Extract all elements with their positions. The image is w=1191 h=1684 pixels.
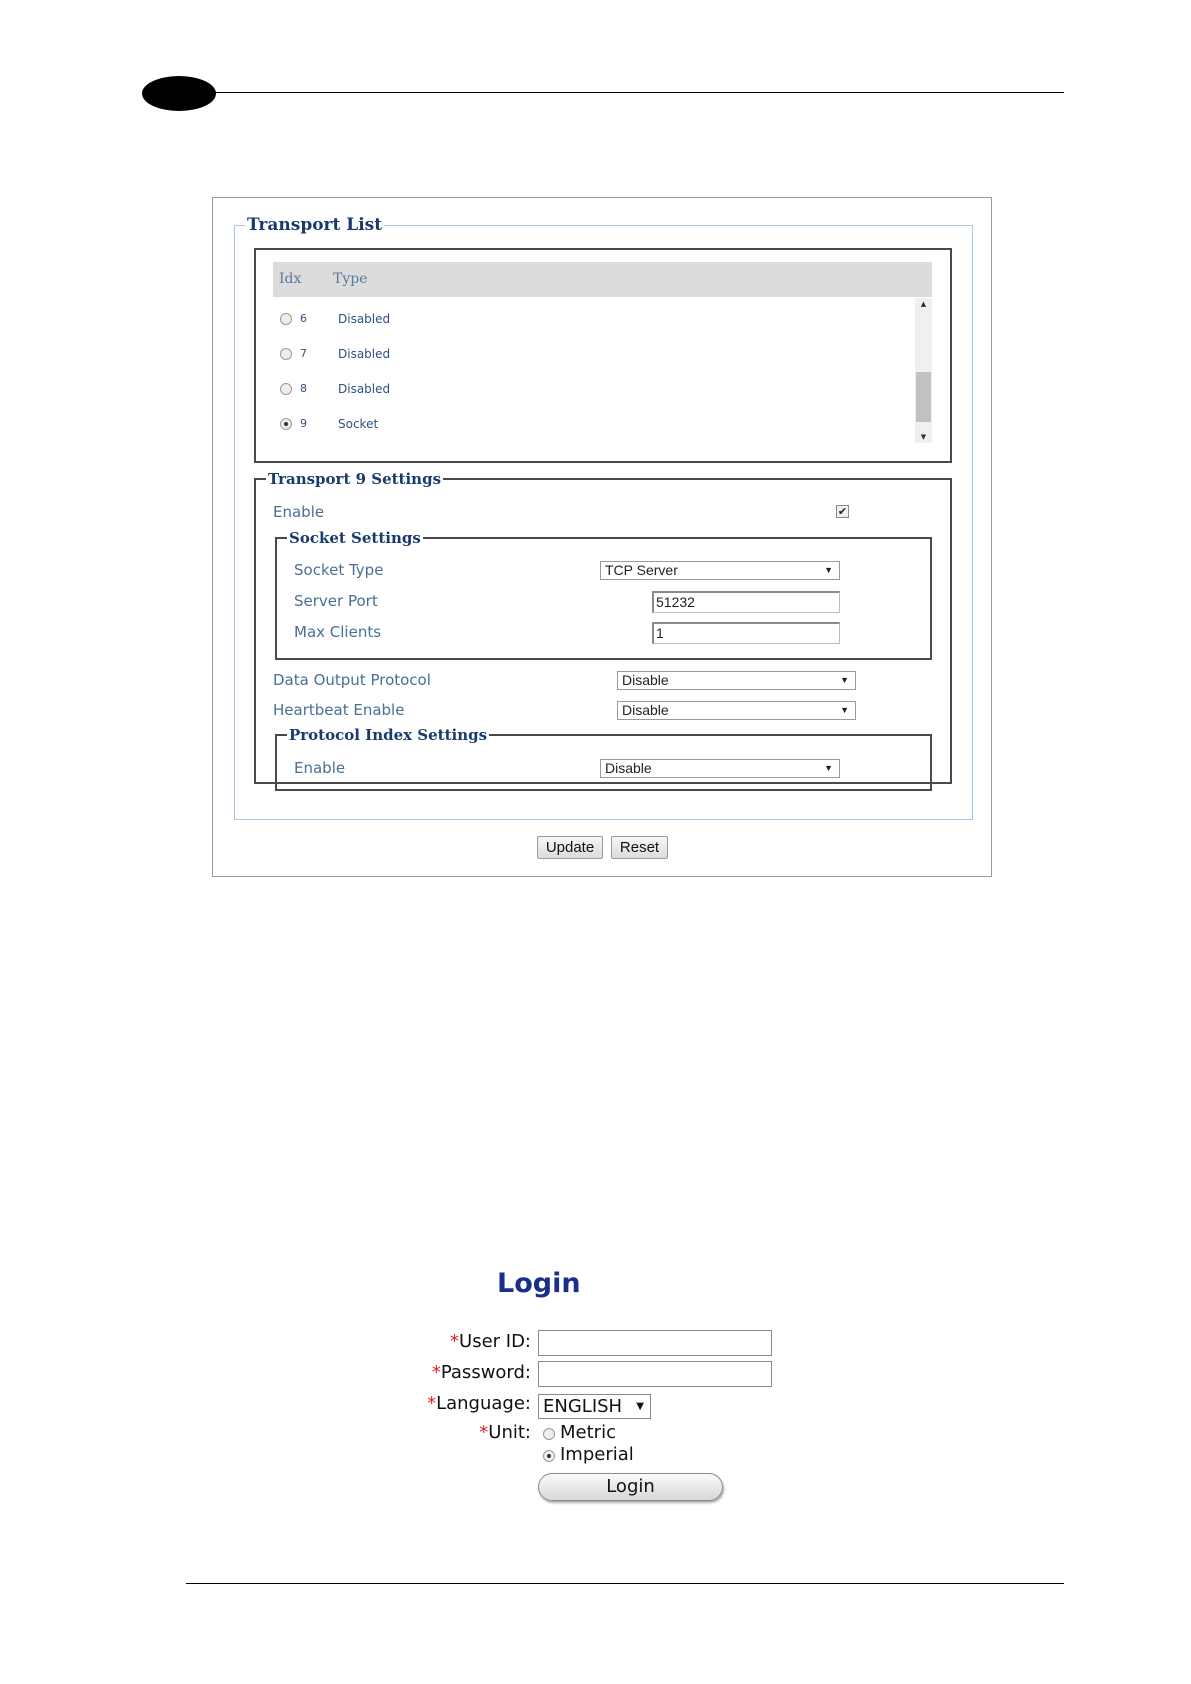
scroll-up-icon[interactable]: ▲ [920,300,927,308]
reset-button[interactable]: Reset [611,836,668,859]
socket-type-select[interactable]: TCP Server ▼ [600,561,840,580]
server-port-input[interactable]: 51232 [652,591,840,613]
socket-type-label: Socket Type [294,561,384,579]
transport-settings-panel [212,197,992,877]
transport-list-legend: Transport List [247,215,383,235]
protocol-index-enable-select[interactable]: Disable ▼ [600,759,840,778]
unit-imperial-label: Imperial [560,1444,634,1465]
page-header-rule [212,92,1064,93]
max-clients-input[interactable]: 1 [652,622,840,644]
chevron-down-icon: ▼ [840,705,849,715]
transport-radio-6[interactable] [280,313,292,325]
transport-list-box: Idx Type 6 Disabled 7 Disabled 8 Disabled 9 Socket ▲ ▼ [254,248,952,463]
protocol-index-legend: Protocol Index Settings [289,726,488,744]
max-clients-label: Max Clients [294,623,382,641]
data-output-protocol-label: Data Output Protocol [273,671,431,689]
user-id-label: *User ID: [450,1331,531,1352]
unit-metric-label: Metric [560,1422,616,1443]
user-id-input[interactable] [538,1330,772,1356]
scroll-down-icon[interactable]: ▼ [920,433,927,441]
password-input[interactable] [538,1361,772,1387]
page-header-tab [142,76,216,111]
login-button[interactable]: Login [538,1473,723,1501]
server-port-label: Server Port [294,592,378,610]
language-label: *Language: [427,1393,531,1414]
enable-checkbox[interactable]: ✔ [837,505,848,518]
transport-radio-9[interactable] [280,418,292,430]
protocol-index-enable-label: Enable [294,759,346,777]
socket-settings-legend: Socket Settings [289,529,421,547]
chevron-down-icon: ▼ [840,675,849,685]
login-title: Login [497,1268,581,1299]
transport-radio-7[interactable] [280,348,292,360]
chevron-down-icon: ▼ [824,565,833,575]
list-scrollbar-thumb[interactable] [916,372,931,422]
transport-list-header [273,262,932,297]
column-header-idx: Idx [279,271,302,287]
heartbeat-enable-select[interactable]: Disable ▼ [617,701,856,720]
column-header-type: Type [333,271,368,287]
unit-label: *Unit: [479,1422,531,1443]
update-button[interactable]: Update [537,836,603,859]
enable-label: Enable [273,503,325,521]
transport-radio-8[interactable] [280,383,292,395]
chevron-down-icon: ▼ [636,1401,644,1412]
chevron-down-icon: ▼ [824,763,833,773]
heartbeat-enable-label: Heartbeat Enable [273,701,405,719]
unit-metric-radio[interactable] [543,1428,555,1440]
unit-imperial-radio[interactable] [543,1450,555,1462]
data-output-protocol-select[interactable]: Disable ▼ [617,671,856,690]
language-select[interactable]: ENGLISH ▼ [538,1394,651,1419]
transport-settings-legend: Transport 9 Settings [268,470,442,488]
page-footer-rule [186,1583,1064,1584]
password-label: *Password: [431,1362,531,1383]
